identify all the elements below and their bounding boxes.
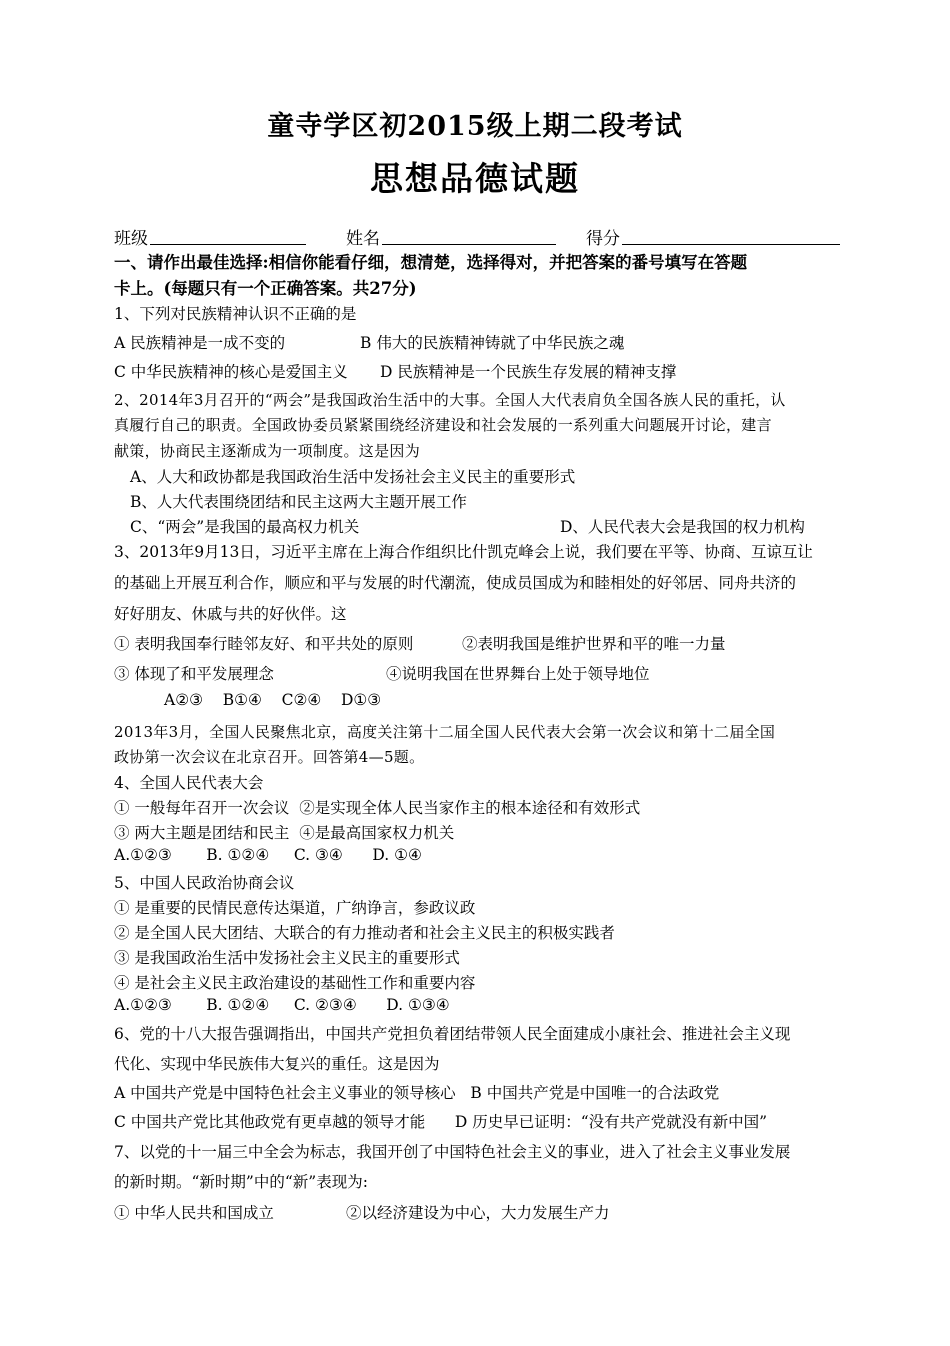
q7-statement-2: ②以经济建设为中心，大力发展生产力 bbox=[346, 1204, 610, 1222]
q6-options-a-b: A 中国共产党是中国特色社会主义事业的领导核心 B 中国共产党是中国唯一的合法政党 bbox=[114, 1084, 720, 1102]
q5-choices: A.①②③ B. ①②④ C. ②③④ D. ①③④ bbox=[114, 996, 450, 1014]
section-instruction-line1: 一、请作出最佳选择:相信你能看仔细，想清楚，选择得对，并把答案的番号填写在答题 bbox=[114, 253, 748, 272]
q4-statements-3-4: ③ 两大主题是团结和民主 ④是最高国家权力机关 bbox=[114, 824, 455, 842]
q1-stem: 1、下列对民族精神认识不正确的是 bbox=[114, 305, 357, 323]
q2-option-b: B、人大代表围绕团结和民主这两大主题开展工作 bbox=[130, 493, 467, 511]
q2-option-c: C、“两会”是我国的最高权力机关 bbox=[130, 518, 360, 536]
name-label: 姓名 bbox=[346, 229, 380, 249]
q3-statement-1: ① 表明我国奉行睦邻友好、和平共处的原则 bbox=[114, 635, 414, 653]
q1-option-d: D 民族精神是一个民族生存发展的精神支撑 bbox=[380, 363, 677, 381]
q2-option-d: D、人民代表大会是我国的权力机构 bbox=[560, 518, 805, 536]
q1-option-b: B 伟大的民族精神铸就了中华民族之魂 bbox=[360, 334, 625, 352]
q4-stem: 4、全国人民代表大会 bbox=[114, 774, 264, 792]
q3-statement-4: ④说明我国在世界舞台上处于领导地位 bbox=[386, 665, 650, 683]
q6-stem-line1: 6、党的十八大报告强调指出，中国共产党担负着团结带领人民全面建成小康社会、推进社会主义现 bbox=[114, 1025, 791, 1043]
q5-statement-1: ① 是重要的民情民意传达渠道，广纳诤言，参政议政 bbox=[114, 899, 476, 917]
q6-options-c-d: C 中国共产党比其他政党有更卓越的领导才能 D 历史早已证明：“没有共产党就没有新中国” bbox=[114, 1113, 768, 1131]
q5-statement-2: ② 是全国人民大团结、大联合的有力推动者和社会主义民主的积极实践者 bbox=[114, 924, 615, 942]
exam-title: 童寺学区初2015级上期二段考试 bbox=[267, 111, 683, 142]
subject-title: 思想品德试题 bbox=[370, 159, 580, 198]
material-line1: 2013年3月，全国人民聚焦北京，高度关注第十二届全国人民代表大会第一次会议和第十二届全国 bbox=[114, 723, 776, 741]
class-label: 班级 bbox=[114, 229, 148, 249]
class-field[interactable] bbox=[150, 244, 306, 245]
q2-stem-line3: 献策，协商民主逐渐成为一项制度。这是因为 bbox=[114, 442, 421, 460]
score-label: 得分 bbox=[586, 229, 620, 249]
q7-stem-line2: 的新时期。“新时期”中的“新”表现为: bbox=[114, 1173, 368, 1191]
q3-stem-line3: 好好朋友、休戚与共的好伙伴。这 bbox=[114, 605, 347, 623]
q7-statement-1: ① 中华人民共和国成立 bbox=[114, 1204, 274, 1222]
q3-stem-line2: 的基础上开展互利合作，顺应和平与发展的时代潮流，使成员国成为和睦相处的好邻居、同舟共济的 bbox=[114, 574, 797, 592]
q2-stem-line1: 2、2014年3月召开的“两会”是我国政治生活中的大事。全国人大代表肩负全国各族人民的重托，认 bbox=[114, 391, 786, 409]
q7-stem-line1: 7、以党的十一届三中全会为标志，我国开创了中国特色社会主义的事业，进入了社会主义事业发展 bbox=[114, 1143, 791, 1161]
q6-stem-line2: 代化、实现中华民族伟大复兴的重任。这是因为 bbox=[114, 1055, 440, 1073]
q5-stem: 5、中国人民政治协商会议 bbox=[114, 874, 295, 892]
q5-statement-3: ③ 是我国政治生活中发扬社会主义民主的重要形式 bbox=[114, 949, 460, 967]
q3-choices: A②③ B①④ C②④ D①③ bbox=[164, 691, 382, 709]
q1-option-c: C 中华民族精神的核心是爱国主义 bbox=[114, 363, 348, 381]
score-field[interactable] bbox=[622, 244, 840, 245]
section-instruction-line2: 卡上。(每题只有一个正确答案。共27分) bbox=[114, 279, 417, 298]
q3-stem-line1: 3、2013年9月13日，习近平主席在上海合作组织比什凯克峰会上说，我们要在平等、协商、互谅互让 bbox=[114, 543, 813, 561]
q4-choices: A.①②③ B. ①②④ C. ③④ D. ①④ bbox=[114, 846, 422, 864]
q2-option-a: A、人大和政协都是我国政治生活中发扬社会主义民主的重要形式 bbox=[130, 468, 576, 486]
q1-option-a: A 民族精神是一成不变的 bbox=[114, 334, 286, 352]
q2-stem-line2: 真履行自己的职责。全国政协委员紧紧围绕经济建设和社会发展的一系列重大问题展开讨论，建言 bbox=[114, 416, 772, 434]
q3-statement-3: ③ 体现了和平发展理念 bbox=[114, 665, 274, 683]
name-field[interactable] bbox=[382, 244, 556, 245]
student-info-row bbox=[114, 224, 840, 250]
q3-statement-2: ②表明我国是维护世界和平的唯一力量 bbox=[462, 635, 726, 653]
q5-statement-4: ④ 是社会主义民主政治建设的基础性工作和重要内容 bbox=[114, 974, 476, 992]
q4-statements-1-2: ① 一般每年召开一次会议 ②是实现全体人民当家作主的根本途径和有效形式 bbox=[114, 799, 641, 817]
material-line2: 政协第一次会议在北京召开。回答第4—5题。 bbox=[114, 748, 425, 766]
